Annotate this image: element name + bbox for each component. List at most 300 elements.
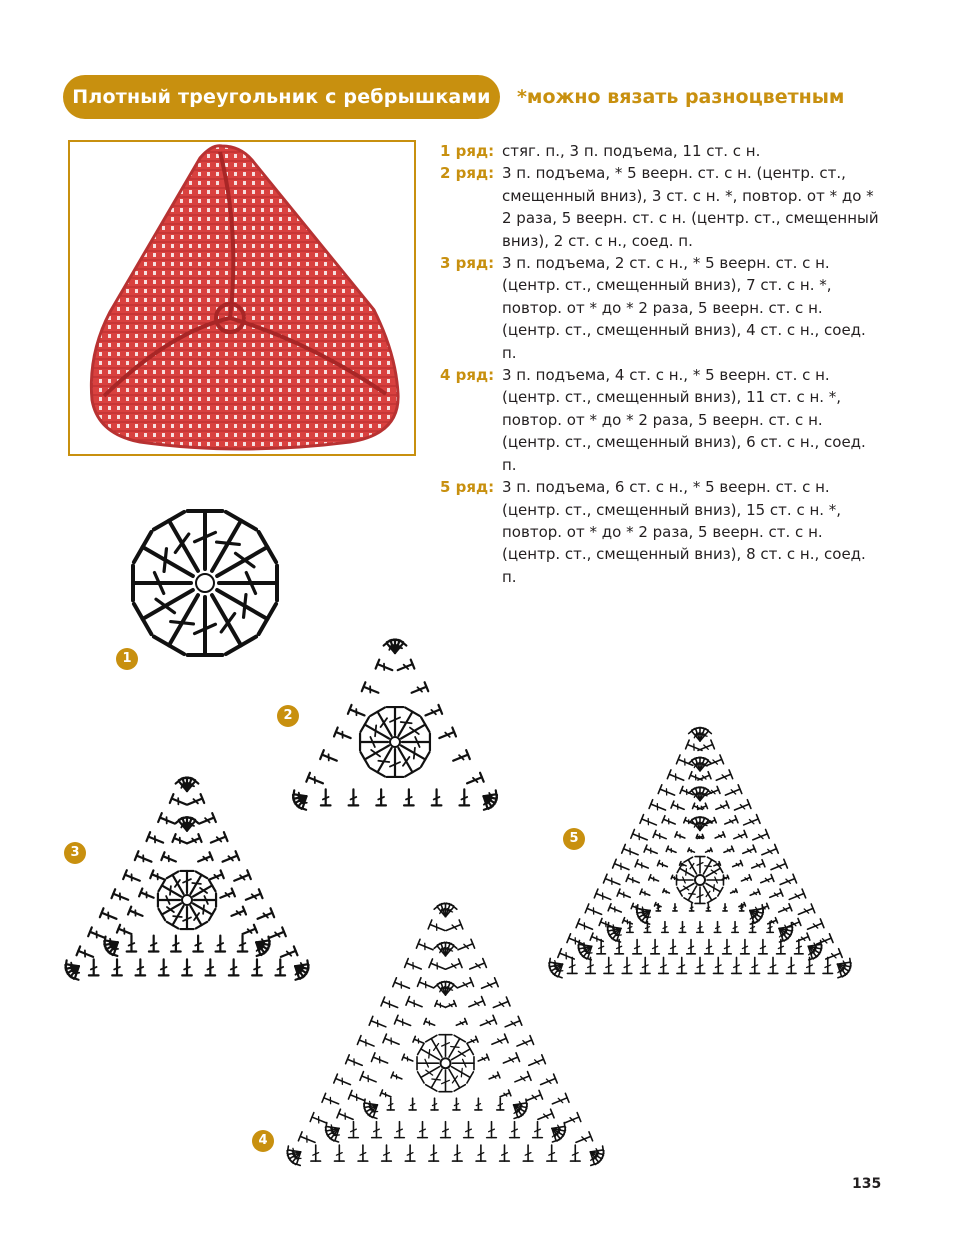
stitch-mark — [360, 1072, 376, 1082]
stitch-mark — [669, 940, 678, 954]
stitch-mark — [741, 940, 750, 954]
row-label: 5 ряд: — [440, 478, 495, 497]
row-instruction — [440, 364, 880, 476]
stitch-mark — [372, 1122, 382, 1138]
stitch-mark — [358, 1145, 368, 1161]
stitch-mark — [252, 959, 262, 975]
stitch-mark — [649, 875, 659, 881]
stitch-mark — [429, 959, 445, 969]
stitch-mark — [752, 860, 765, 868]
stitch-mark — [159, 959, 169, 975]
stitch-mark — [154, 512, 198, 571]
stitch-mark — [510, 1122, 520, 1138]
stitch-mark — [687, 940, 696, 954]
stitch-mark — [231, 907, 246, 916]
row-label: 3 ряд: — [440, 254, 495, 273]
stitch-mark — [500, 1090, 511, 1097]
stitch-mark — [446, 959, 462, 969]
stitch-mark — [424, 1018, 435, 1025]
stitch-mark — [564, 1113, 581, 1123]
stitch-mark — [322, 1093, 339, 1103]
stitch-mark — [706, 904, 710, 911]
stitch-mark — [489, 1072, 500, 1079]
stitch-mark — [497, 1098, 504, 1110]
diagram-badge: 4 — [252, 1130, 274, 1152]
stitch-mark — [515, 1072, 531, 1082]
stitch-mark — [780, 874, 796, 884]
stitch-mark — [187, 779, 198, 791]
stitch-mark — [136, 959, 146, 975]
stitch-mark — [376, 789, 386, 805]
stitch-mark — [734, 830, 747, 838]
stitch-mark — [677, 875, 693, 885]
stitch-mark — [603, 874, 619, 884]
stitch-mark — [139, 889, 154, 898]
stitch-mark — [644, 845, 657, 853]
stitch-mark — [676, 755, 692, 765]
stitch-mark — [662, 816, 675, 824]
stitch-mark — [599, 918, 612, 926]
stitch-mark — [398, 660, 415, 670]
stitch-mark — [679, 922, 685, 933]
stitch-mark — [446, 920, 463, 930]
stitch-mark — [428, 920, 445, 930]
stitch-mark — [541, 1074, 558, 1084]
stitch-mark — [321, 789, 331, 805]
stitch-mark — [441, 1122, 451, 1138]
stitch-mark — [567, 957, 577, 973]
stitch-mark — [558, 949, 574, 959]
stitch-mark — [613, 859, 629, 869]
page-number: 135 — [852, 1176, 882, 1192]
stitch-mark — [753, 829, 769, 839]
stitch-mark — [446, 904, 457, 916]
stitch-mark — [695, 957, 705, 973]
stitch-mark — [735, 800, 751, 810]
stitch-mark — [381, 997, 398, 1007]
stitch-mark — [731, 889, 738, 893]
stitch-mark — [470, 959, 487, 969]
stitch-mark — [594, 889, 610, 899]
stitch-mark — [659, 957, 669, 973]
stitch-mark — [526, 1090, 542, 1100]
stitch-mark — [194, 893, 216, 906]
stitch-mark — [416, 939, 433, 949]
row-instruction — [440, 252, 880, 364]
stitch-mark — [657, 860, 667, 866]
stitch-mark — [666, 846, 676, 852]
stitch-mark — [817, 934, 833, 944]
stitch-mark — [371, 1053, 387, 1063]
stitch-mark — [733, 860, 743, 866]
stitch-mark — [649, 800, 665, 810]
stitch-mark — [567, 934, 583, 944]
stitch-mark — [469, 997, 485, 1007]
stitch-mark — [334, 1074, 351, 1084]
stitch-mark — [123, 870, 140, 880]
stitch-mark — [505, 1016, 522, 1026]
stitch-mark — [677, 957, 687, 973]
stitch-mark — [435, 1001, 446, 1008]
diagram-badge: 5 — [563, 828, 585, 850]
stitch-mark — [651, 940, 660, 954]
stitch-mark — [405, 959, 422, 969]
magic-ring — [390, 737, 400, 747]
diagram-badge: 1 — [116, 648, 138, 670]
stitch-mark — [180, 907, 193, 929]
stitch-mark — [640, 957, 650, 973]
stitch-mark — [134, 590, 193, 634]
stitch-mark — [65, 960, 78, 968]
stitch-mark — [552, 1093, 569, 1103]
stitch-mark — [399, 748, 420, 776]
stitch-mark — [547, 1145, 557, 1161]
stitch-mark — [199, 813, 216, 823]
stitch-mark — [446, 943, 457, 955]
diagram-2 — [290, 628, 500, 818]
stitch-mark — [590, 933, 603, 941]
stitch-mark — [401, 717, 429, 738]
stitch-mark — [439, 728, 456, 738]
subtitle-note: *можно вязать разноцветным — [517, 86, 845, 108]
stitch-mark — [467, 773, 484, 783]
stitch-mark — [723, 940, 732, 954]
stitch-mark — [212, 595, 256, 654]
stitch-mark — [732, 922, 738, 933]
stitch-mark — [576, 919, 592, 929]
stitch-mark — [298, 1132, 315, 1142]
stitch-mark — [714, 922, 720, 933]
stitch-mark — [135, 851, 152, 861]
diagram-1 — [115, 500, 295, 670]
stitch-mark — [387, 1098, 394, 1110]
stitch-mark — [453, 1057, 474, 1070]
stitch-mark — [786, 957, 796, 973]
stitch-mark — [759, 940, 768, 954]
stitch-mark — [631, 903, 641, 909]
stitch-mark — [695, 857, 705, 873]
stitch-mark — [335, 1145, 345, 1161]
stitch-mark — [234, 870, 251, 880]
stitch-mark — [413, 1036, 424, 1043]
stitch-mark — [529, 1055, 546, 1065]
stitch-mark — [768, 918, 778, 924]
stitch-mark — [743, 845, 756, 853]
magic-ring — [695, 875, 705, 885]
stitch-mark — [391, 1072, 402, 1079]
stitch-mark — [380, 1090, 391, 1097]
stitch-mark — [146, 832, 163, 842]
stitch-mark — [798, 904, 814, 914]
magic-ring — [196, 574, 214, 592]
stitch-mark — [716, 801, 729, 809]
stitch-mark — [409, 1098, 416, 1110]
stitch-mark — [187, 818, 198, 830]
stitch-mark — [209, 870, 224, 879]
stitch-mark — [161, 852, 176, 861]
stitch-mark — [445, 1001, 456, 1008]
stitch-mark — [223, 851, 240, 861]
stitch-mark — [376, 660, 393, 670]
stitch-mark — [383, 1034, 399, 1044]
magic-ring — [182, 895, 192, 905]
stitch-mark — [446, 982, 457, 994]
stitch-mark — [789, 889, 805, 899]
stitch-mark — [357, 1036, 374, 1046]
stitch-mark — [658, 785, 674, 795]
stitch-mark — [478, 1054, 489, 1061]
stitch-mark — [706, 848, 713, 852]
row-text: 3 п. подъема, 4 ст. с н., * 5 веерн. ст. с н. (центр. ст., смещенный вниз), 11 ст. с н. *, повтор. от * до * 2 раза, 5 веерн. ст. с н. (центр. ст., смещенный вниз), 6 ст. с н., соед. п. — [502, 366, 866, 474]
stitch-mark — [663, 889, 670, 893]
stitch-mark — [452, 1145, 462, 1161]
stitch-mark — [404, 789, 414, 805]
stitch-mark — [402, 1054, 413, 1061]
stitch-mark — [429, 1145, 439, 1161]
stitch-mark — [768, 957, 778, 973]
stitch-mark — [586, 957, 596, 973]
instructions — [440, 140, 880, 588]
diagram-3 — [62, 765, 312, 990]
stitch-mark — [431, 1098, 438, 1110]
diagram-badge: 3 — [64, 842, 86, 864]
row-text: 3 п. подъема, * 5 веерн. ст. с н. (центр. ст., смещенный вниз), 3 ст. с н. *, повтор. от * до * 2 раза, 5 веерн. ст. с н. (центр. ст., смещенный вниз), 2 ст. с н., соед. п. — [502, 164, 879, 250]
row-instruction — [440, 140, 880, 162]
stitch-mark — [671, 801, 684, 809]
stitch-mark — [761, 874, 774, 882]
stitch-mark — [570, 1145, 580, 1161]
stitch-mark — [698, 740, 714, 750]
stitch-mark — [311, 1145, 321, 1161]
stitch-mark — [723, 904, 727, 911]
stitch-mark — [334, 728, 351, 738]
stitch-mark — [500, 1145, 510, 1161]
stitch-mark — [480, 1015, 496, 1025]
stitch-mark — [716, 770, 732, 780]
stitch-mark — [476, 1145, 486, 1161]
crochet-triangle-photo — [70, 142, 414, 454]
stitch-mark — [88, 927, 105, 937]
stitch-mark — [112, 959, 122, 975]
stitch-mark — [382, 1145, 392, 1161]
stitch-mark — [89, 959, 99, 975]
stitch-mark — [538, 1109, 554, 1119]
stitch-mark — [112, 889, 129, 899]
stitch-mark — [795, 940, 804, 954]
stitch-mark — [779, 904, 792, 912]
stitch-mark — [453, 750, 470, 760]
stitch-mark — [631, 829, 647, 839]
stitch-mark — [393, 978, 410, 988]
stitch-mark — [576, 1132, 593, 1142]
row-instruction — [440, 476, 880, 588]
stitch-mark — [158, 893, 180, 906]
stitch-mark — [170, 794, 187, 804]
stitch-mark — [246, 889, 263, 899]
stitch-mark — [100, 908, 117, 918]
stitch-mark — [216, 936, 226, 952]
stitch-mark — [732, 957, 742, 973]
stitch-mark — [713, 957, 723, 973]
stitch-mark — [453, 1098, 460, 1110]
stitch-mark — [707, 755, 723, 765]
diagram-badge: 2 — [277, 705, 299, 727]
stitch-mark — [673, 904, 677, 911]
section-title: Плотный треугольник с ребрышками — [63, 75, 500, 119]
stitch-mark — [626, 874, 639, 882]
stitch-mark — [808, 919, 824, 929]
stitch-mark — [705, 940, 714, 954]
row-text: 3 п. подъема, 2 ст. с н., * 5 веерн. ст. с н. (центр. ст., смещенный вниз), 7 ст. с н. *, повтор. от * до * 2 раза, 5 веерн. ст. с н. (центр. ст., смещенный вниз), 4 ст. с н., соед. п. — [502, 254, 866, 362]
stitch-mark — [608, 904, 621, 912]
stitch-mark — [337, 1109, 353, 1119]
stitch-mark — [310, 1113, 327, 1123]
stitch-mark — [77, 946, 94, 956]
row-text: 3 п. подъема, 6 ст. с н., * 5 веерн. ст. с н. (центр. ст., смещенный вниз), 15 ст. с н. *, повтор. от * до * 2 раза, 5 веерн. ст. с н. (центр. ст., смещенный вниз), 8 ст. с н., соед. п. — [502, 478, 866, 586]
stitch-mark — [395, 641, 406, 653]
stitch-mark — [127, 936, 137, 952]
stitch-mark — [741, 875, 751, 881]
row-label: 1 ряд: — [440, 142, 495, 160]
stitch-mark — [412, 682, 429, 692]
stitch-mark — [229, 959, 239, 975]
stitch-mark — [348, 705, 365, 715]
stitch-mark — [667, 770, 683, 780]
row-label: 2 ряд: — [440, 164, 495, 183]
stitch-mark — [697, 922, 703, 933]
stitch-mark — [707, 875, 723, 885]
stitch-mark — [369, 1016, 386, 1026]
stitch-mark — [211, 832, 228, 842]
stitch-mark — [715, 832, 725, 838]
stitch-mark — [823, 957, 833, 973]
stitch-mark — [750, 889, 760, 895]
stitch-mark — [348, 1090, 364, 1100]
stitch-mark — [458, 939, 475, 949]
stitch-mark — [187, 834, 202, 843]
stitch-mark — [585, 904, 601, 914]
stitch-mark — [198, 852, 213, 861]
stitch-mark — [171, 936, 181, 952]
stitch-mark — [417, 1057, 438, 1070]
stitch-mark — [182, 959, 192, 975]
stitch-mark — [675, 832, 685, 838]
stitch-mark — [788, 918, 801, 926]
stitch-mark — [158, 813, 175, 823]
stitch-mark — [690, 904, 694, 911]
stitch-mark — [493, 997, 510, 1007]
stitch-mark — [750, 957, 760, 973]
stitch-mark — [349, 1122, 359, 1138]
stitch-mark — [104, 937, 117, 945]
stitch-mark — [725, 816, 738, 824]
stitch-mark — [258, 908, 275, 918]
stitch-mark — [475, 1098, 482, 1110]
stitch-mark — [464, 1122, 474, 1138]
stitch-mark — [320, 750, 337, 760]
stitch-mark — [457, 978, 473, 988]
stitch-mark — [622, 957, 632, 973]
stitch-mark — [439, 1070, 452, 1091]
stitch-mark — [180, 871, 193, 893]
stitch-mark — [762, 844, 778, 854]
stitch-mark — [724, 846, 734, 852]
stitch-mark — [622, 918, 632, 924]
stitch-mark — [362, 682, 379, 692]
stitch-mark — [220, 889, 235, 898]
stitch-mark — [418, 1122, 428, 1138]
stitch-mark — [487, 1122, 497, 1138]
stitch-mark — [425, 705, 442, 715]
stitch-mark — [805, 957, 815, 973]
stitch-mark — [117, 925, 132, 934]
stitch-mark — [604, 957, 614, 973]
stitch-mark — [243, 925, 258, 934]
stitch-mark — [370, 708, 391, 736]
stitch-mark — [456, 1018, 467, 1025]
stitch-mark — [492, 1034, 508, 1044]
stitch-mark — [771, 859, 787, 869]
diagram-5 — [545, 712, 855, 992]
stitch-mark — [517, 1036, 534, 1046]
stitch-mark — [346, 1055, 363, 1065]
stitch-mark — [688, 848, 695, 852]
stitch-mark — [217, 532, 276, 576]
row-text: стяг. п., 3 п. подъема, 11 ст. с н. — [502, 142, 761, 160]
stitch-mark — [686, 740, 702, 750]
stitch-mark — [689, 772, 702, 780]
stitch-mark — [640, 815, 656, 825]
stitch-mark — [482, 978, 499, 988]
row-label: 4 ряд: — [440, 366, 495, 385]
stitch-mark — [770, 889, 783, 897]
stitch-mark — [695, 887, 705, 903]
stitch-mark — [395, 1122, 405, 1138]
stitch-mark — [725, 785, 741, 795]
stitch-mark — [759, 903, 769, 909]
stitch-mark — [633, 940, 642, 954]
stitch-mark — [503, 1053, 519, 1063]
stitch-mark — [405, 1145, 415, 1161]
stitch-mark — [349, 789, 359, 805]
stitch-mark — [597, 940, 606, 954]
stitch-mark — [361, 746, 389, 767]
stitch-mark — [622, 844, 638, 854]
stitch-mark — [460, 789, 470, 805]
stitch-mark — [432, 789, 442, 805]
stitch-mark — [700, 818, 711, 830]
stitch-mark — [744, 815, 760, 825]
stitch-mark — [149, 936, 159, 952]
stitch-mark — [523, 1145, 533, 1161]
stitch-mark — [206, 959, 216, 975]
photo-frame — [68, 140, 416, 456]
stitch-mark — [417, 978, 433, 988]
stitch-mark — [238, 936, 248, 952]
stitch-mark — [172, 834, 187, 843]
stitch-mark — [439, 1035, 452, 1056]
stitch-mark — [700, 729, 711, 741]
stitch-mark — [533, 1122, 543, 1138]
stitch-mark — [635, 860, 648, 868]
row-instruction — [440, 162, 880, 252]
stitch-mark — [662, 922, 668, 933]
stitch-mark — [193, 936, 203, 952]
stitch-mark — [640, 889, 650, 895]
stitch-mark — [406, 997, 422, 1007]
stitch-mark — [128, 907, 143, 916]
stitch-mark — [394, 1015, 410, 1025]
